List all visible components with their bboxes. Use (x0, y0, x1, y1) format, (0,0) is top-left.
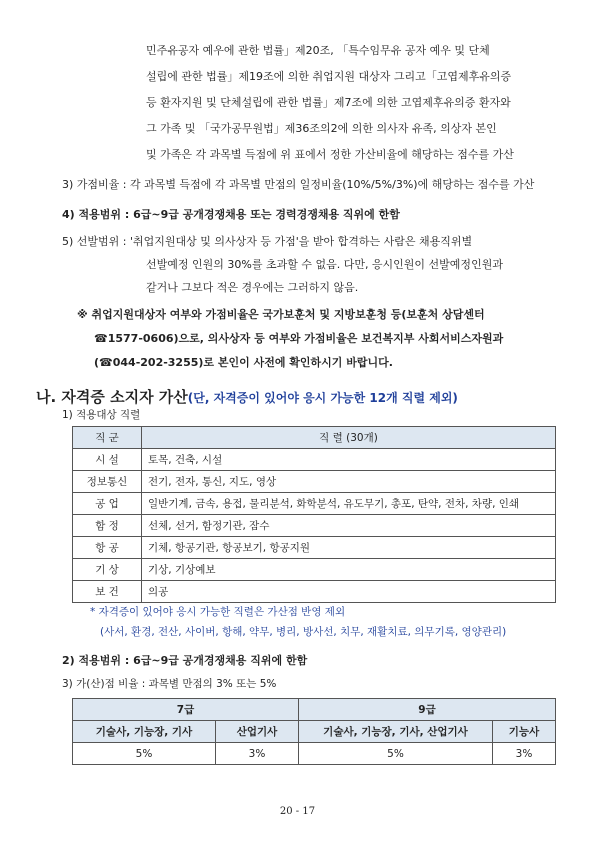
bonus-rate-table (72, 698, 556, 765)
category-cell: 항 공 (73, 537, 142, 559)
series-cell: 토목, 건축, 시설 (142, 449, 556, 471)
series-cell: 선체, 선거, 함정기관, 잠수 (142, 515, 556, 537)
grade-header-row (73, 699, 556, 721)
category-cell: 정보통신 (73, 471, 142, 493)
notice-line: ☎1577-0606)으로, 의사상자 등 여부와 가점비율은 보건복지부 사회서비스자원과 (94, 332, 504, 345)
table-row (73, 493, 556, 515)
section-heading (36, 386, 458, 407)
series-cell: 전기, 전자, 통신, 지도, 영상 (142, 471, 556, 493)
table-row (73, 537, 556, 559)
intro-line: 및 가족은 각 과목별 득점에 위 표에서 정한 가산비율에 해당하는 점수를 가산 (146, 148, 514, 161)
item-5-line: 선발예정 인원의 30%를 초과할 수 없음. 다만, 응시인원이 선발예정인원과 (146, 258, 503, 271)
item-4-text: 4) 적용범위 : 6급~9급 공개경쟁채용 또는 경력경쟁채용 직위에 한함 (62, 208, 400, 221)
qualification-header: 기술사, 기능장, 기사 (73, 721, 216, 743)
section-note: (단, 자격증이 있어야 응시 가능한 12개 직렬 제외) (187, 391, 458, 405)
table-header-row (73, 427, 556, 449)
intro-line: 그 가족 및 「국가공무원법」제36조의2에 의한 의사자 유족, 의상자 본인 (146, 122, 497, 135)
category-cell: 공 업 (73, 493, 142, 515)
category-cell: 기 상 (73, 559, 142, 581)
rate-row (73, 743, 556, 765)
target-series-table (72, 426, 556, 603)
page-number: 20 - 17 (279, 806, 316, 817)
series-cell: 기상, 기상예보 (142, 559, 556, 581)
qualification-header: 산업기사 (216, 721, 299, 743)
subsection-3-text: 3) 가(산)점 비율 : 과목별 만점의 3% 또는 5% (62, 678, 277, 690)
notice-line: (☎044-202-3255)로 본인이 사전에 확인하시기 바랍니다. (94, 356, 393, 369)
exclusion-note-line: * 자격증이 있어야 응시 가능한 직렬은 가산점 반영 제외 (90, 606, 346, 618)
exclusion-note-line: (사서, 환경, 전산, 사이버, 항해, 약무, 병리, 방사선, 치무, 재활치료, 의무기록, 영양관리) (100, 626, 507, 638)
rate-cell: 5% (299, 743, 493, 765)
series-cell: 의공 (142, 581, 556, 603)
section-title: 나. 자격증 소지자 가산 (36, 388, 188, 406)
rate-cell: 3% (216, 743, 299, 765)
rate-cell: 3% (493, 743, 556, 765)
qualification-header-row (73, 721, 556, 743)
header-cell: 직 렬 (30개) (142, 427, 556, 449)
grade-7-header: 7급 (73, 699, 299, 721)
rate-cell: 5% (73, 743, 216, 765)
category-cell: 함 정 (73, 515, 142, 537)
category-cell: 보 건 (73, 581, 142, 603)
table-row (73, 581, 556, 603)
header-cell: 직 군 (73, 427, 142, 449)
notice-line: ※ 취업지원대상자 여부와 가점비율은 국가보훈처 및 지방보훈청 등(보훈처 상담센터 (77, 308, 485, 321)
table-row (73, 449, 556, 471)
series-cell: 기체, 항공기관, 항공보기, 항공지원 (142, 537, 556, 559)
subsection-2-text: 2) 적용범위 : 6급~9급 공개경쟁채용 직위에 한함 (62, 654, 308, 667)
qualification-header: 기술사, 기능장, 기사, 산업기사 (299, 721, 493, 743)
table-row (73, 471, 556, 493)
item-3-text: 3) 가점비율 : 각 과목별 득점에 각 과목별 만점의 일정비율(10%/5%/3%)에 해당하는 점수를 가산 (62, 178, 535, 191)
grade-9-header: 9급 (299, 699, 556, 721)
item-5-line: 같거나 그보다 적은 경우에는 그러하지 않음. (146, 281, 359, 294)
category-cell: 시 설 (73, 449, 142, 471)
subsection-1-label: 1) 적용대상 직렬 (62, 409, 141, 421)
series-cell: 일반기계, 금속, 용접, 물리분석, 화학분석, 유도무기, 총포, 탄약, 전차, 차량, 인쇄 (142, 493, 556, 515)
intro-line: 민주유공자 예우에 관한 법률」제20조, 「특수임무유 공자 예우 및 단체 (146, 44, 490, 57)
intro-line: 설립에 관한 법률」제19조에 의한 취업지원 대상자 그리고「고엽제후유의증 (146, 70, 512, 83)
table-row (73, 515, 556, 537)
intro-line: 등 환자지원 및 단체설립에 관한 법률」제7조에 의한 고엽제후유의증 환자와 (146, 96, 511, 109)
table-row (73, 559, 556, 581)
item-5-line: 5) 선발범위 : '취업지원대상 및 의사상자 등 가점'을 받아 합격하는 사람은 채용직위별 (62, 235, 473, 248)
qualification-header: 기능사 (493, 721, 556, 743)
